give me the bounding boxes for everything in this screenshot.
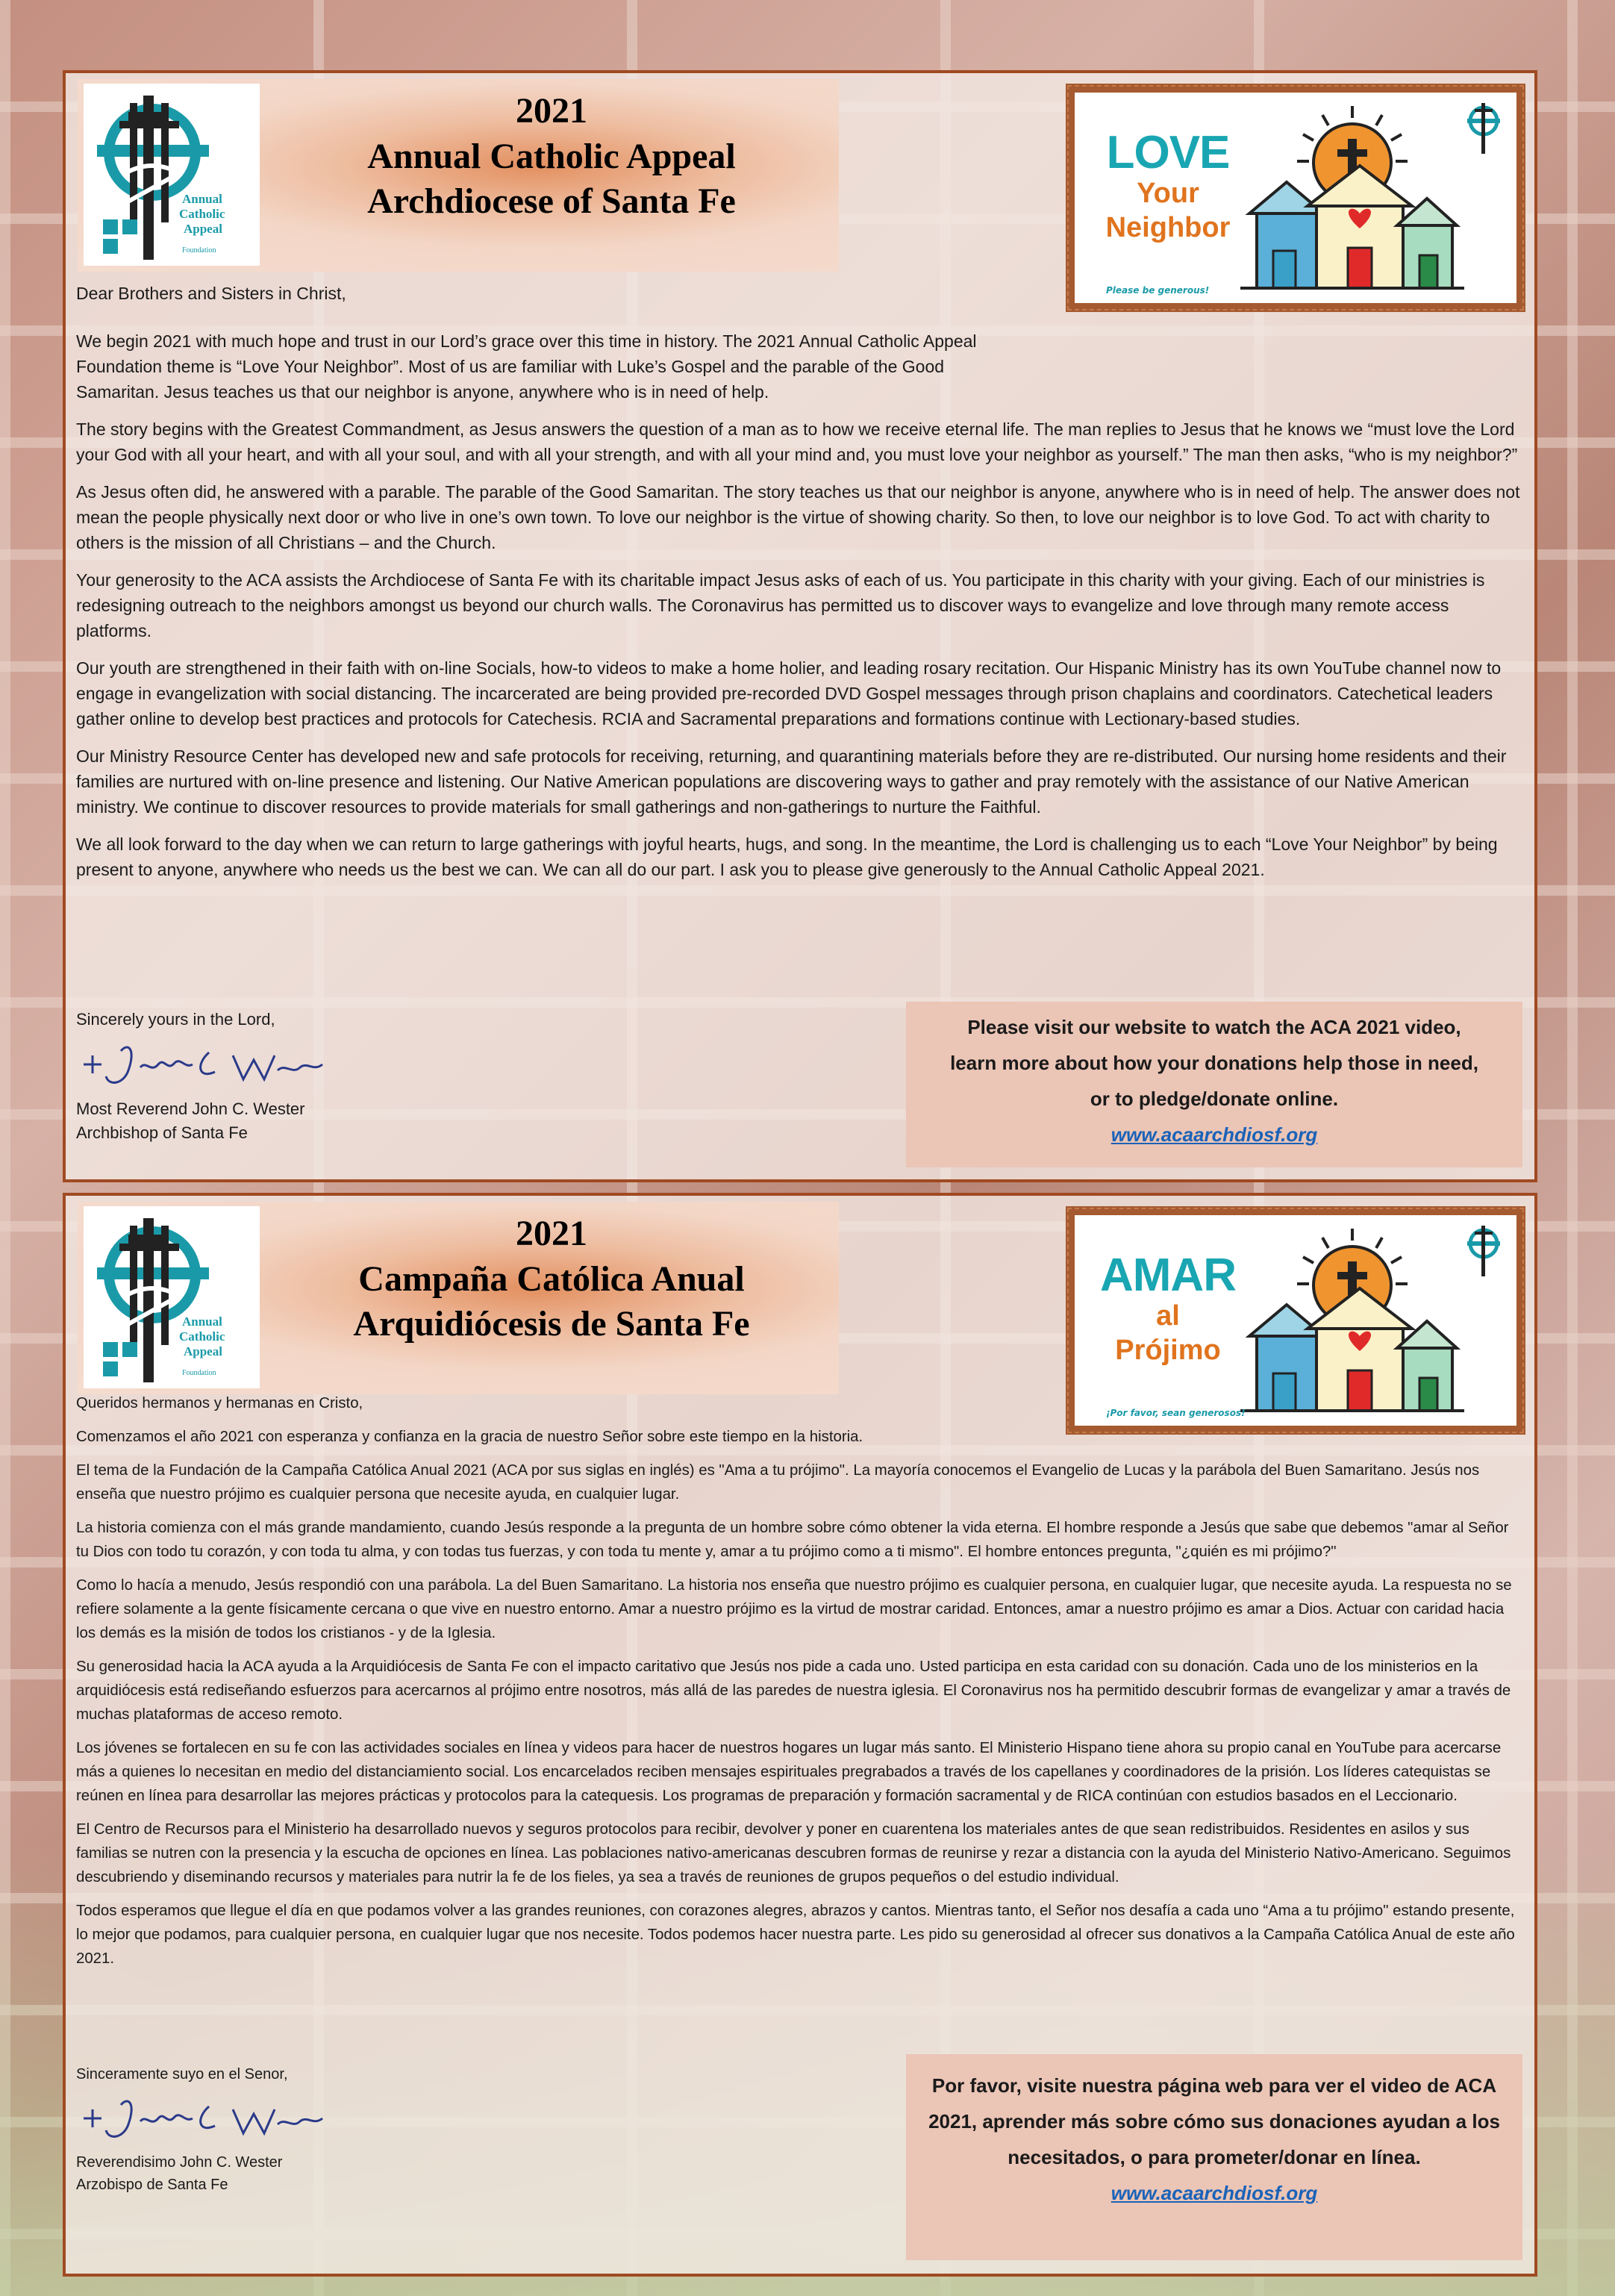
paragraph: Your generosity to the ACA assists the Archdiocese of Santa Fe with its charitable impact Jesus asks of each of us. You participate in this charity with your giving. Each of our ministries is redesigning outreach to the neighbors amongst us beyond our church walls. The Coronavirus has permitted us to discover ways to evangelize and love through many remote access platforms. [76, 570, 1485, 640]
paragraph: Comenzamos el año 2021 con esperanza y confianza en la gracia de nuestro Señor sobre este tiempo en la historia. [76, 1429, 863, 1445]
paragraph: El tema de la Fundación de la Campaña Católica Anual 2021 (ACA por sus siglas en inglés) es "Ama a tu prójimo". La mayoría conocemos el Evangelio de Lucas y la parábola del Buen Samaritano. Jesús nos enseña que nuestro prójimo es cualquier persona que necesite ayuda, en cualquier lugar. [76, 1462, 1480, 1503]
letter-spanish [63, 1193, 1537, 2277]
closing: Sinceramente suyo en el Senor, [76, 2066, 288, 2083]
poster-line-3: Neighbor [1105, 212, 1231, 243]
callout-line: learn more about how your donations help those in need, [950, 1052, 1478, 1074]
title-line-2: Arquidiócesis de Santa Fe [353, 1304, 750, 1344]
website-callout [906, 1002, 1522, 1167]
paragraph: Our youth are strengthened in their faith with on-line Socials, how-to videos to make a home holier, and leading rosary recitation. Our Hispanic Ministry has its own YouTube channel now to engage in evangelization with social distancing. The incarcerated are being provided pre-recorded DVD Gospel messages through prison chaplains and coordinators. Catechetical leaders gather online to develop best practices and protocols for Catechesis. RCIA and Sacramental preparations and formations continue with Lectionary-based studies. [76, 658, 1502, 729]
website-callout [906, 2054, 1522, 2260]
paragraph: La historia comienza con el más grande mandamiento, cuando Jesús responde a la pregunta de un hombre sobre cómo obtener la vida eterna. El hombre responde a Jesús que sabe que debemos "amar al Señor tu Dios con todo tu corazón, y con toda tu alma, y con todas tus fuerzas, y con toda tu mente y, amar a tu prójimo como a ti mismo". El hombre entonces pregunta, "¿quién es mi prójimo?" [76, 1520, 1509, 1560]
website-link[interactable]: www.acaarchdiosf.org [1110, 2182, 1318, 2204]
paragraph: The story begins with the Greatest Commandment, as Jesus answers the question of a man as to how we receive eternal life. The man replies to Jesus that he knows we “must love the Lord your God with all your heart, and with all your soul, and with all your strength, and with all your mind and, you must love your neighbor as yourself.” The man then asks, “who is my neighbor?” [76, 419, 1518, 464]
title-year: 2021 [516, 1214, 587, 1253]
svg-text:AnnualCatholicAppeal: Annual Catholic Appeal [179, 1314, 225, 1358]
svg-text:AnnualCatholicAppeal: Annual Catholic Appeal [179, 192, 225, 236]
paragraph: Su generosidad hacia la ACA ayuda a la Arquidiócesis de Santa Fe con el impacto caritativo que Jesús nos pide a cada uno. Usted participa en esta caridad con su donación. Cada uno de los ministerios en la arquidiócesis está rediseñando esfuerzos para acercarnos al prójimo entre nosotros, más allá de las paredes de nuestra iglesia. El Coronavirus nos ha permitido descubrir formas de evangelizar y amar a través de muchas plataformas de acceso remoto. [76, 1659, 1511, 1723]
poster-line-2: al [1156, 1300, 1180, 1332]
paragraph: We all look forward to the day when we can return to large gatherings with joyful hearts, hugs, and song. In the meantime, the Lord is challenging us to each “Love Your Neighbor” by being present to anyone, anywhere who needs us the best we can. We can all do our part. I ask you to please give generously to the Annual Catholic Appeal 2021. [76, 835, 1498, 879]
houses-illustration-icon [1240, 1224, 1464, 1418]
svg-text:Foundation: Foundation [182, 246, 216, 255]
signer-title: Archbishop of Santa Fe [76, 1123, 248, 1142]
paragraph: El Centro de Recursos para el Ministerio ha desarrollado nuevos y seguros protocolos para recibir, devolver y poner en cuarentena los materiales antes de que sean redistribuidos. Residentes en asilos y sus familias se nutren con la presencia y la escucha de opciones en línea. Las poblaciones nativo-americanas descubren formas de reunirse y rezar a distancia con la ayuda del Ministerio Nativo-Americano. Seguimos descubriendo y diseminando recursos y materiales para nutrir la fe de los fieles, ya sea a través de reuniones de grupos pequeños o del estudio individual. [76, 1821, 1511, 1885]
handwritten-signature-icon [76, 2088, 330, 2145]
callout-line: or to pledge/donate online. [1090, 1088, 1339, 1110]
paragraph: As Jesus often did, he answered with a parable. The parable of the Good Samaritan. The story teaches us that our neighbor is anyone, anywhere who is in need of help. The answer does not mean the people physically next door or who live in one’s own town. To love our neighbor is the virtue of showing charity. So then, to love our neighbor is to love God. To act with charity to others is the mission of all Christians – and the Church. [76, 482, 1520, 552]
letter-body [76, 1391, 1524, 1980]
signature-block [76, 2063, 330, 2196]
callout-line: Please visit our website to watch the ACA 2021 video, [967, 1016, 1461, 1038]
poster-line-2: Your [1137, 178, 1199, 209]
title [264, 1206, 839, 1390]
paragraph: Todos esperamos que llegue el día en que podamos volver a las grandes reuniones, con corazones alegres, abrazos y cantos. Mientras tanto, el Señor nos desafía a cada uno “Ama a tu prójimo" estando presente, lo mejor que podamos, para cualquier persona, en cualquier lugar que nos necesite. Todos podemos hacer nuestra parte. Les pido su generosidad al ofrecer sus donativos a la Campaña Católica Anual de este año 2021. [76, 1903, 1515, 1967]
love-your-neighbor-poster [1066, 84, 1525, 312]
greeting: Queridos hermanos y hermanas en Cristo, [76, 1395, 363, 1411]
aca-logo [84, 1206, 260, 1388]
signer-name: Reverendisimo John C. Wester [76, 2154, 283, 2171]
poster-tagline: ¡Por favor, sean generosos! [1106, 1408, 1246, 1418]
closing: Sincerely yours in the Lord, [76, 1010, 275, 1029]
poster-line-1: AMAR [1100, 1250, 1236, 1301]
header-banner [78, 79, 839, 272]
signer-name: Most Reverend John C. Wester [76, 1099, 305, 1118]
svg-text:Foundation: Foundation [182, 1369, 216, 1377]
poster-line-3: Prójimo [1115, 1335, 1221, 1366]
website-link[interactable]: www.acaarchdiosf.org [1110, 1123, 1318, 1146]
signer-title: Arzobispo de Santa Fe [76, 2177, 228, 2193]
aca-logo [84, 84, 260, 266]
aca-logo-icon [84, 1206, 260, 1388]
poster-aca-logo-icon [1463, 100, 1509, 157]
aca-logo-icon [84, 84, 260, 266]
paragraph: Los jóvenes se fortalecen en su fe con las actividades sociales en línea y videos para hacer de nuestros hogares un lugar más santo. El Ministerio Hispano tiene ahora su propio canal en YouTube para acercarse más a quienes lo necesitan en medio del distanciamiento social. Los encarcelados reciben mensajes espirituales pregrabados a través de los capellanes y coordinadores de la prisión. Los líderes catequistas se reúnen en línea para desarrollar las mejores prácticas y protocolos para la catequesis. Los programas de preparación y formación sacramental y de RICA continúan con estudios basados en el Leccionario. [76, 1740, 1502, 1804]
poster-text [1097, 1252, 1239, 1367]
poster-line-1: LOVE [1106, 127, 1230, 178]
handwritten-signature-icon [76, 1035, 330, 1091]
title-line-1: Campaña Católica Anual [358, 1259, 745, 1299]
letter-body [76, 281, 1524, 894]
paragraph: We begin 2021 with much hope and trust in our Lord’s grace over this time in history. The 2021 Annual Catholic Appeal Foundation theme is “Love Your Neighbor”. Most of us are familiar with Luke’s Gospel and the parable of the Good Samaritan. Jesus teaches us that our neighbor is anyone, anywhere who is in need of help. [76, 331, 977, 402]
title-line-1: Annual Catholic Appeal [367, 137, 736, 176]
houses-illustration-icon [1240, 102, 1464, 296]
signature-block [76, 1008, 330, 1145]
header-banner [78, 1202, 839, 1394]
poster-aca-logo-icon [1463, 1223, 1509, 1279]
paragraph: Como lo hacía a menudo, Jesús respondió con una parábola. La del Buen Samaritano. La historia nos enseña que nuestro prójimo es cualquier persona, en cualquier lugar, que necesite ayuda. La respuesta no se refiere solamente a la gente físicamente cercana o que vive en nuestro entorno. Amar a nuestro prójimo es la virtud de mostrar caridad. Entonces, amar a nuestro prójimo es amar a Dios. Actuar con caridad hacia los demás es la misión de todos los cristianos - y de la Iglesia. [76, 1577, 1512, 1641]
greeting: Dear Brothers and Sisters in Christ, [76, 284, 346, 303]
title [264, 84, 839, 267]
title-year: 2021 [516, 91, 587, 131]
title-line-2: Archdiocese of Santa Fe [367, 181, 736, 221]
poster-tagline: Please be generous! [1106, 285, 1210, 296]
letter-english [63, 70, 1537, 1182]
callout-text: Por favor, visite nuestra página web para ver el video de ACA 2021, aprender más sobre cómo sus donaciones ayudan a los necesitados, o para prometer/donar en línea. [928, 2074, 1500, 2168]
paragraph: Our Ministry Resource Center has developed new and safe protocols for receiving, returning, and quarantining materials before they are re-distributed. Our nursing home residents and their families are nurtured with on-line presence and listening. Our Native American populations are discovering ways to gather and pray remotely with the assistance of our Native American ministry. We continue to discover resources to provide materials for small gatherings and non-gatherings to nurture the Faithful. [76, 746, 1507, 817]
poster-text [1097, 127, 1239, 245]
